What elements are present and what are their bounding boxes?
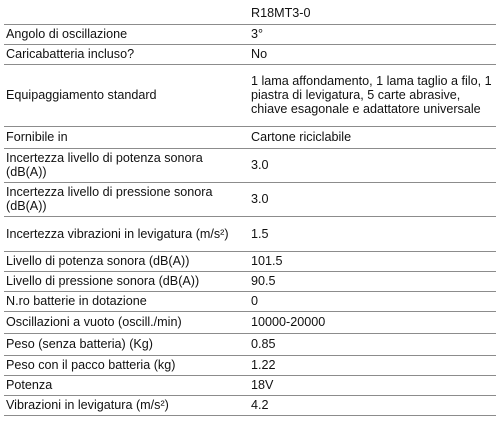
table-row <box>4 375 496 395</box>
table-row <box>4 355 496 375</box>
table-row <box>4 216 496 251</box>
row-label: N.ro batterie in dotazione <box>4 291 248 311</box>
table-row <box>4 44 496 64</box>
row-value: 3.0 <box>248 182 496 216</box>
row-value: 3° <box>248 24 496 44</box>
row-label: Peso con il pacco batteria (kg) <box>4 355 248 375</box>
row-label: Angolo di oscillazione <box>4 24 248 44</box>
row-label: Incertezza livello di pressione sonora (dB(A)) <box>4 182 248 216</box>
table-row <box>4 291 496 311</box>
row-label: Equipaggiamento standard <box>4 64 248 126</box>
row-value: 101.5 <box>248 251 496 271</box>
table-row <box>4 182 496 216</box>
row-value: 1.22 <box>248 355 496 375</box>
table-row <box>4 395 496 415</box>
row-value: Cartone riciclabile <box>248 126 496 148</box>
row-value: 10000-20000 <box>248 311 496 333</box>
row-label: Vibrazioni in levigatura (m/s²) <box>4 395 248 415</box>
table-row <box>4 148 496 182</box>
table-row <box>4 333 496 355</box>
row-label: Potenza <box>4 375 248 395</box>
row-value: No <box>248 44 496 64</box>
spec-table <box>4 3 496 416</box>
table-row <box>4 271 496 291</box>
row-label: Caricabatteria incluso? <box>4 44 248 64</box>
row-label: Livello di potenza sonora (dB(A)) <box>4 251 248 271</box>
table-row <box>4 311 496 333</box>
row-value: 90.5 <box>248 271 496 291</box>
table-row <box>4 251 496 271</box>
header-label <box>4 3 248 24</box>
row-label: Livello di pressione sonora (dB(A)) <box>4 271 248 291</box>
row-value: 4.2 <box>248 395 496 415</box>
table-header-row <box>4 3 496 24</box>
table-row <box>4 126 496 148</box>
row-label: Peso (senza batteria) (Kg) <box>4 333 248 355</box>
row-label: Incertezza vibrazioni in levigatura (m/s²) <box>4 216 248 251</box>
row-value: 0 <box>248 291 496 311</box>
table-row <box>4 24 496 44</box>
model-code: R18MT3-0 <box>248 3 496 24</box>
row-label: Incertezza livello di potenza sonora (dB(A)) <box>4 148 248 182</box>
table-row <box>4 64 496 126</box>
row-value: 0.85 <box>248 333 496 355</box>
row-value: 18V <box>248 375 496 395</box>
row-value: 1.5 <box>248 216 496 251</box>
row-value: 3.0 <box>248 148 496 182</box>
row-value: 1 lama affondamento, 1 lama taglio a filo, 1 piastra di levigatura, 5 carte abrasive, chiave esagonale e adattatore universale <box>248 64 496 126</box>
row-label: Oscillazioni a vuoto (oscill./min) <box>4 311 248 333</box>
row-label: Fornibile in <box>4 126 248 148</box>
